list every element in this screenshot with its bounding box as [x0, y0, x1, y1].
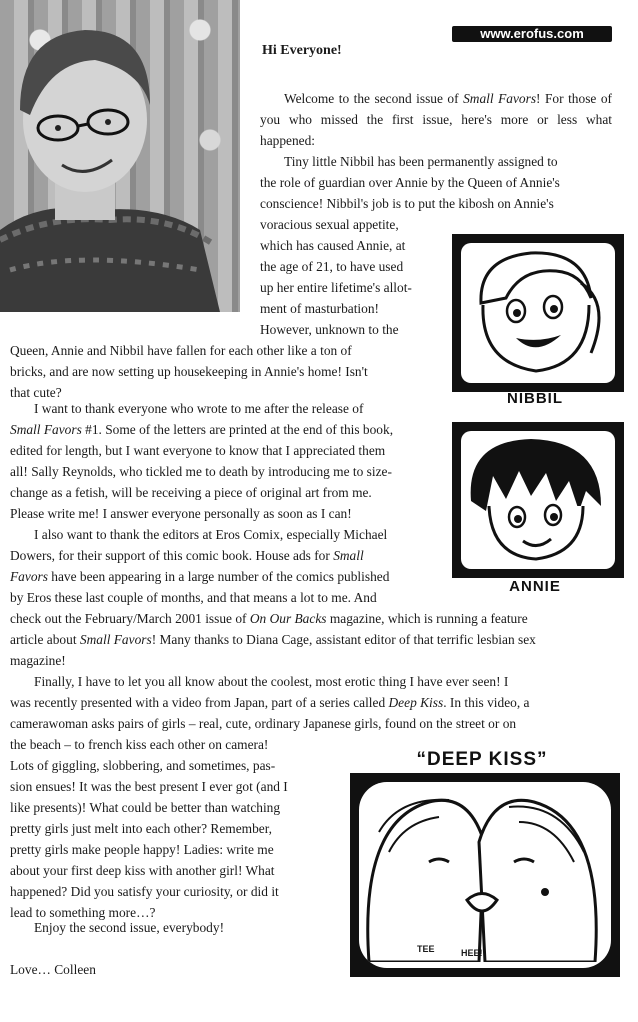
watermark-banner: www.erofus.com [452, 26, 612, 42]
text-line: by Eros these last couple of months, and that means a lot to me. And [10, 590, 377, 605]
text-line: sion ensues! It was the best present I ever got (and I [10, 779, 288, 794]
signoff: Love… Colleen [10, 962, 96, 977]
text-line: about your first deep kiss with another girl! What [10, 863, 275, 878]
hee-sound-effect: HEE! [461, 948, 483, 958]
text-line: Please write me! I answer everyone personally as soon as I can! [10, 506, 352, 521]
tee-sound-effect: TEE [417, 944, 435, 954]
text-line: magazine! [10, 653, 66, 668]
text-line: the beach – to french kiss each other on camera! [10, 737, 269, 752]
text-line: I want to thank everyone who wrote to me after the release of [34, 401, 364, 416]
text-line: However, unknown to the [260, 322, 399, 337]
text-line: Queen, Annie and Nibbil have fallen for each other like a ton of [10, 343, 352, 358]
annie-caption: ANNIE [509, 578, 561, 595]
closing-line: Enjoy the second issue, everybody! [34, 920, 225, 935]
text-line: Finally, I have to let you all know about the coolest, most erotic thing I have ever seen! I [34, 674, 509, 689]
author-portrait-drawing [0, 0, 240, 312]
text-line: article about Small Favors! Many thanks to Diana Cage, assistant editor of that terrific lesbian sex [10, 632, 536, 647]
text-line: bricks, and are now setting up housekeeping in Annie's home! Isn't [10, 364, 368, 379]
text-line: the age of 21, to have used [260, 259, 404, 274]
text-line: edited for length, but I want everyone to know that I appreciated them [10, 443, 386, 458]
text-line: lead to something more…? [10, 905, 156, 920]
deep-kiss-title: “DEEP KISS” [416, 749, 548, 770]
intro-paragraph: Welcome to the second issue of Small Favors! For those of you who missed the first issue, here's more or less what happened: [260, 91, 612, 148]
nibbil-face-drawing [461, 243, 609, 377]
text-line: was recently presented with a video from Japan, part of a series called Deep Kiss. In this video, a [10, 695, 530, 710]
nibbil-caption: NIBBIL [507, 390, 563, 407]
nibbil-paragraph-bottom [10, 340, 368, 403]
text-line: check out the February/March 2001 issue of On Our Backs magazine, which is running a feature [10, 611, 528, 626]
annie-panel [452, 422, 624, 578]
text-line: I also want to thank the editors at Eros Comix, especially Michael [34, 527, 388, 542]
text-line: happened? Did you satisfy your curiosity, or did it [10, 884, 279, 899]
text-line: pretty girls just melt into each other? Remember, [10, 821, 272, 836]
text-line: Tiny little Nibbil has been permanently assigned to [284, 154, 558, 169]
text-line: camerawoman asks pairs of girls – real, cute, ordinary Japanese girls, found on the street or on [10, 716, 517, 731]
text-line: that cute? [10, 385, 62, 400]
thanks-paragraph [10, 398, 393, 524]
author-photo [0, 0, 240, 312]
text-line: the role of guardian over Annie by the Queen of Annie's [260, 175, 560, 190]
text-line: all! Sally Reynolds, who tickled me to death by introducing me to size- [10, 464, 392, 479]
text-line: pretty girls make people happy! Ladies: write me [10, 842, 274, 857]
text-line: which has caused Annie, at [260, 238, 406, 253]
text-line: conscience! Nibbil's job is to put the kibosh on Annie's [260, 196, 554, 211]
deep-kiss-panel [350, 773, 620, 977]
text-line: ment of masturbation! [260, 301, 379, 316]
text-line: up her entire lifetime's allot- [260, 280, 412, 295]
nibbil-panel [452, 234, 624, 392]
text-line: like presents)! What could be better than watching [10, 800, 281, 815]
text-line: Lots of giggling, slobbering, and sometimes, pas- [10, 758, 276, 773]
deep-kiss-drawing [359, 782, 605, 962]
text-line: Dowers, for their support of this comic book. House ads for Small [10, 548, 364, 563]
text-line: voracious sexual appetite, [260, 217, 399, 232]
greeting-heading: Hi Everyone! [262, 43, 342, 58]
text-line: Favors have been appearing in a large number of the comics published [10, 569, 390, 584]
text-line: Small Favors #1. Some of the letters are printed at the end of this book, [10, 422, 394, 437]
annie-face-drawing [461, 431, 609, 563]
text-line: change as a fetish, will be receiving a piece of original art from me. [10, 485, 372, 500]
